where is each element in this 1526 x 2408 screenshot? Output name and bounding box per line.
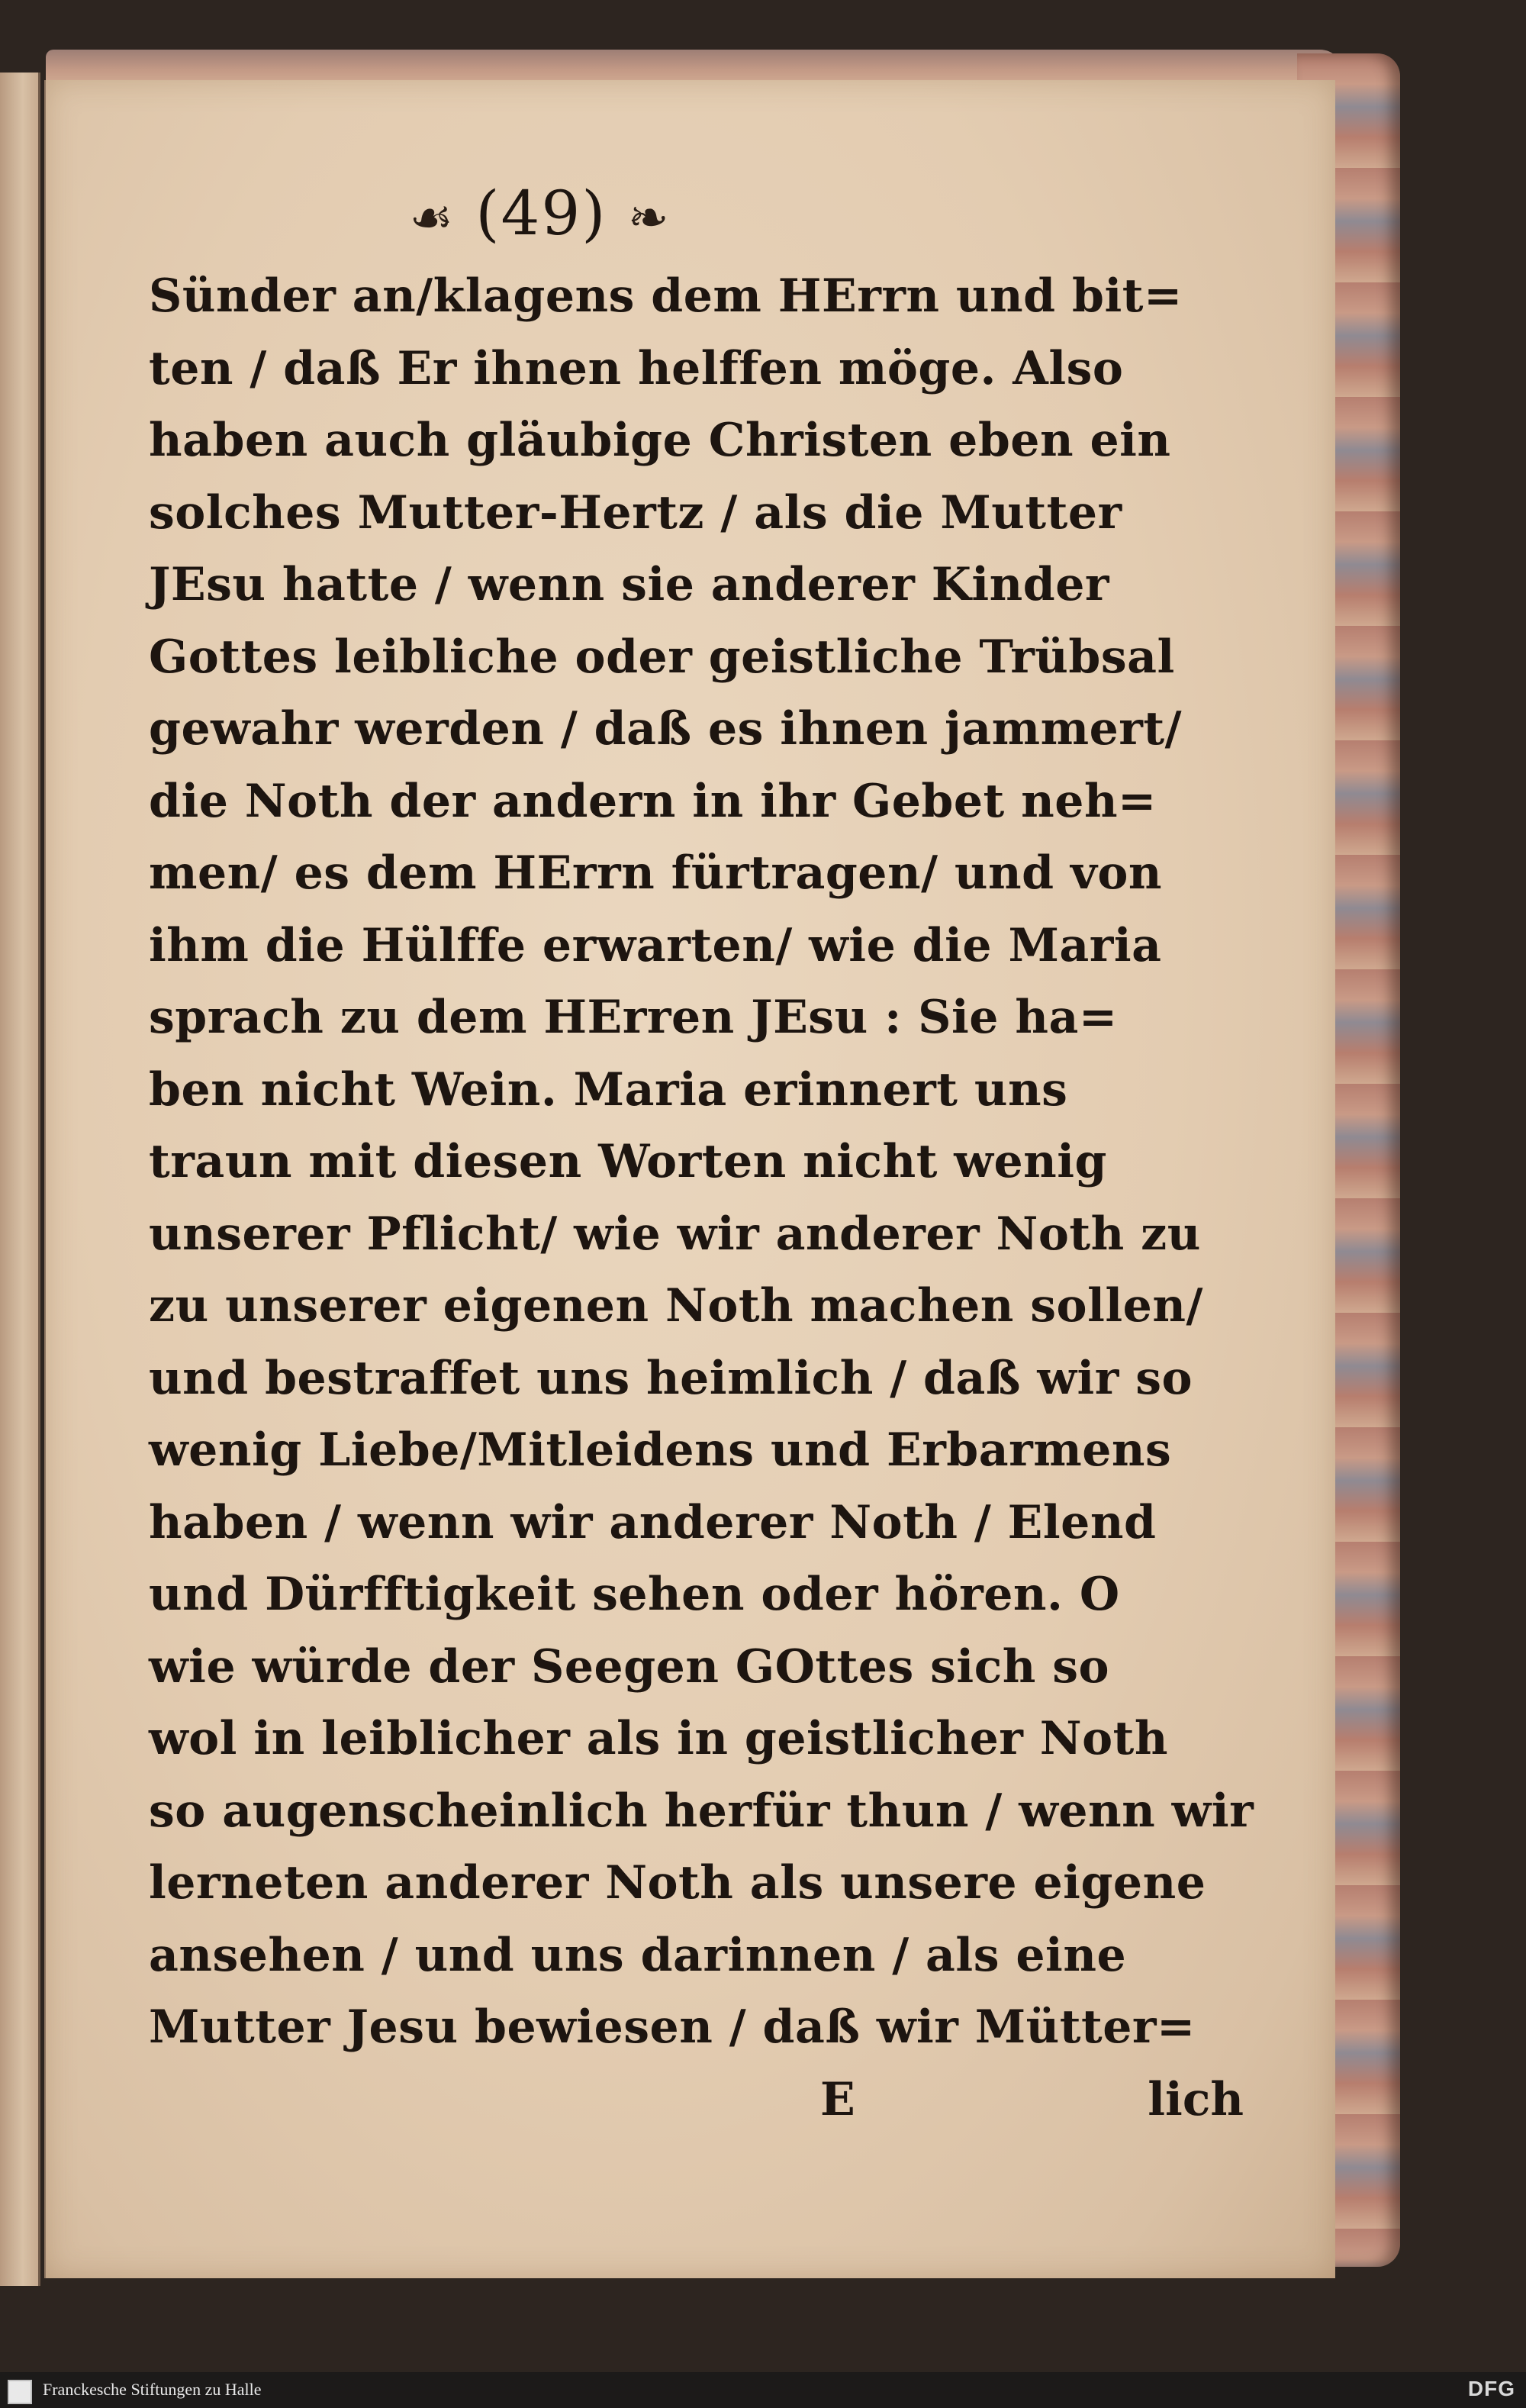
ornament-left-icon: ☙	[409, 190, 455, 247]
text-line: unserer Pflicht/ wie wir anderer Noth zu	[149, 1207, 1201, 1261]
text-line: und bestraffet uns heimlich / daß wir so	[149, 1351, 1193, 1405]
text-line: solches Mutter-Hertz / als die Mutter	[149, 485, 1122, 540]
text-line: JEsu hatte / wenn sie anderer Kinder	[149, 558, 1110, 611]
text-line: Sünder an/klagens dem HErrn und bit=	[149, 269, 1183, 323]
text-line: wie würde der Seegen GOttes sich so	[149, 1639, 1110, 1694]
text-line: sprach zu dem HErren JEsu : Sie ha=	[149, 991, 1118, 1044]
text-line: so augenscheinlich herfür thun / wenn wir	[149, 1784, 1254, 1838]
viewer-footer	[0, 2372, 1526, 2408]
text-line: men/ es dem HErrn fürtragen/ und von	[149, 846, 1162, 900]
ornament-right-icon: ❧	[627, 190, 671, 247]
signature-mark: E	[820, 2072, 855, 2126]
text-line: wol in leiblicher als in geistlicher Noth	[149, 1712, 1168, 1765]
institution-name: Franckesche Stiftungen zu Halle	[43, 2380, 262, 2399]
text-line: traun mit diesen Worten nicht wenig	[149, 1135, 1107, 1188]
text-line: Mutter Jesu bewiesen / daß wir Mütter=	[149, 2000, 1196, 2054]
page-header	[0, 172, 1259, 260]
body-text	[149, 260, 1259, 2064]
text-line: haben auch gläubige Christen eben ein	[149, 414, 1171, 467]
text-line: und Dürfftigkeit sehen oder hören. O	[149, 1568, 1120, 1621]
text-line: Gottes leibliche oder geistliche Trübsal	[149, 630, 1175, 684]
page-foot	[149, 2064, 1259, 2136]
previous-page-edge	[0, 73, 40, 2286]
text-line: ben nicht Wein. Maria erinnert uns	[149, 1062, 1068, 1117]
text-line: haben / wenn wir anderer Noth / Elend	[149, 1495, 1157, 1549]
catchword: lich	[1148, 2072, 1244, 2126]
page-text-block	[149, 172, 1259, 2136]
text-line: die Noth der andern in ihr Gebet neh=	[149, 774, 1157, 828]
text-line: ten / daß Er ihnen helffen möge. Also	[149, 341, 1124, 395]
text-line: ihm die Hülffe erwarten/ wie die Maria	[149, 918, 1162, 972]
text-line: gewahr werden / daß es ihnen jammert/	[149, 702, 1182, 756]
book-page	[44, 80, 1335, 2278]
text-line: wenig Liebe/Mitleidens und Erbarmens	[149, 1423, 1172, 1477]
text-line: zu unserer eigenen Noth machen sollen/	[149, 1279, 1203, 1333]
page-number: (49)	[475, 178, 607, 249]
text-line: ansehen / und uns darinnen / als eine	[149, 1928, 1127, 1982]
institution-logo-icon	[8, 2380, 32, 2404]
text-line: lerneten anderer Noth als unsere eigene	[149, 1856, 1206, 1910]
dfg-logo: DFG	[1467, 2377, 1515, 2400]
